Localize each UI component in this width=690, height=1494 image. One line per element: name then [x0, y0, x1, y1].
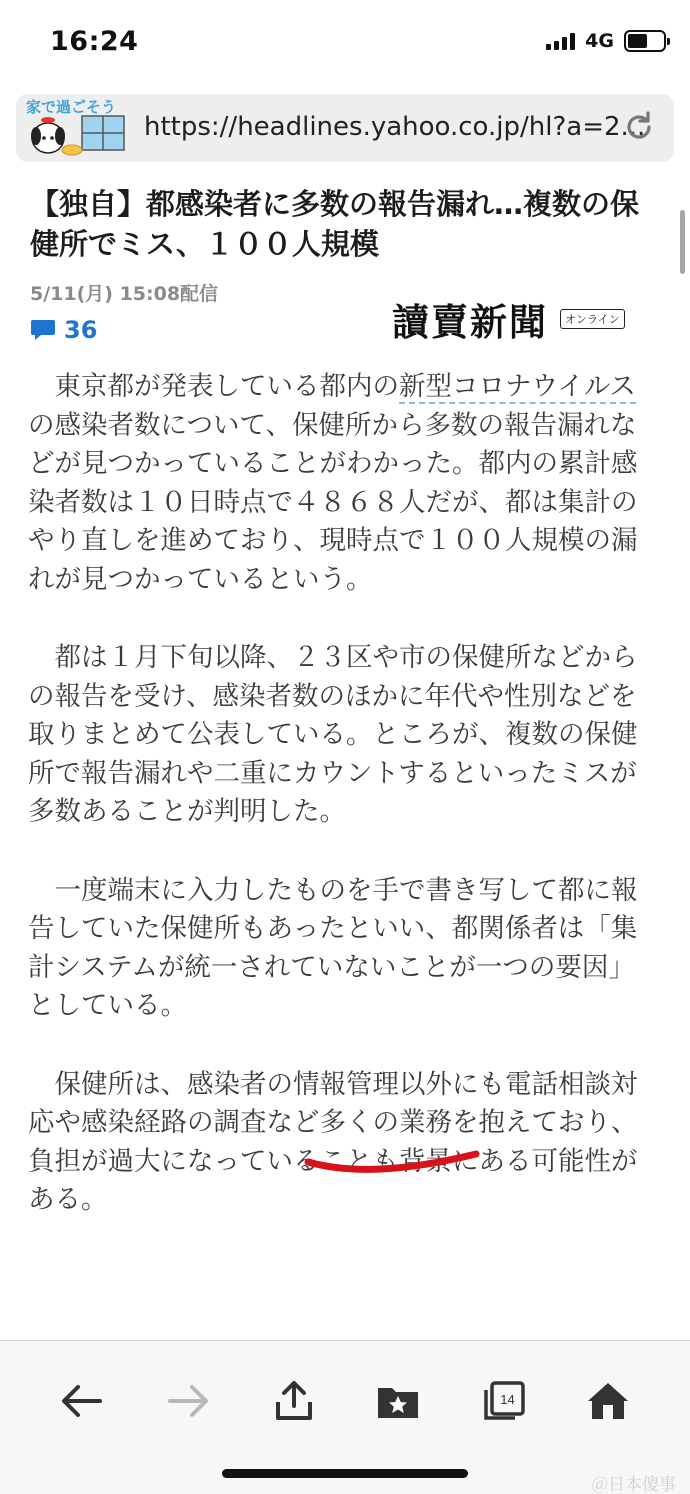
stay-home-promo[interactable]: [24, 96, 134, 160]
forward-button[interactable]: [162, 1375, 214, 1427]
bookmarks-button[interactable]: [372, 1375, 424, 1427]
share-button[interactable]: [268, 1375, 320, 1427]
url-bar[interactable]: [16, 94, 674, 162]
paragraph-1-rest: の感染者数について、保健所から多数の報告漏れなどが見つかっていることがわかった。都内の累計感染者数は１０日時点で４８６８人だが、都は集計のやり直しを進めており、現時点で１００人規模の漏れが見つかっているという。: [28, 409, 638, 595]
reload-icon[interactable]: [622, 110, 656, 144]
red-highlight-stroke: [304, 1142, 480, 1178]
share-icon: [274, 1380, 314, 1422]
comment-count: 36: [64, 316, 98, 344]
article-body: [28, 368, 656, 1260]
back-button[interactable]: [56, 1375, 108, 1427]
promo-text: 家で過ごそう: [26, 98, 117, 116]
source-logo-text: 讀賣新聞: [392, 300, 548, 344]
tab-count: 14: [500, 1392, 515, 1407]
source-badge: オンライン: [560, 309, 625, 329]
home-button[interactable]: [582, 1375, 634, 1427]
status-bar: [0, 0, 690, 86]
home-indicator[interactable]: [222, 1469, 468, 1478]
status-indicators: [546, 30, 666, 52]
home-icon: [586, 1381, 630, 1421]
back-arrow-icon: [60, 1383, 104, 1419]
publish-date: 5/11(月) 15:08配信: [30, 283, 219, 305]
keyword-link[interactable]: 新型コロナウイルス: [399, 371, 636, 402]
watermark: ＠日本傻事: [591, 1475, 676, 1494]
paragraph-1: [28, 368, 656, 599]
scrollbar[interactable]: [680, 210, 685, 274]
mascot-icon: [24, 96, 134, 160]
forward-arrow-icon: [166, 1383, 210, 1419]
bottom-toolbar: [0, 1341, 690, 1494]
source-logo[interactable]: [392, 292, 625, 346]
battery-icon: [624, 30, 666, 52]
paragraph-3: 一度端末に入力したものを手で書き写して都に報告していた保健所もあったといい、都関係者は「集計システムが統一されていないことが一つの要因」としている。: [28, 874, 638, 1021]
paragraph-1-lead: 東京都が発表している都内の: [54, 371, 399, 402]
paragraph-4: 保健所は、感染者の情報管理以外にも電話相談対応や感染経路の調査など多くの業務を抱えており、負担が過大になっていることも背景にある可能性がある。: [28, 1068, 638, 1215]
tabs-button[interactable]: [478, 1375, 530, 1427]
article-headline: 【独自】都感染者に多数の報告漏れ…複数の保健所でミス、１００人規模: [30, 187, 640, 261]
bookmark-folder-icon: [376, 1382, 420, 1420]
tabs-icon: [482, 1380, 526, 1422]
status-time: 16:24: [50, 26, 139, 57]
cellular-signal-icon: [546, 32, 575, 50]
comments-link[interactable]: [30, 316, 97, 344]
comment-bubble-icon: [30, 318, 56, 342]
paragraph-2: 都は１月下旬以降、２３区や市の保健所などからの報告を受け、感染者数のほかに年代や性別などを取りまとめて公表している。ところが、複数の保健所で報告漏れや二重にカウントするといったミスが多数あることが判明した。: [28, 642, 638, 827]
network-type: 4G: [585, 30, 614, 52]
url-text[interactable]: https://headlines.yahoo.co.jp/hl?a=2...: [144, 112, 646, 142]
